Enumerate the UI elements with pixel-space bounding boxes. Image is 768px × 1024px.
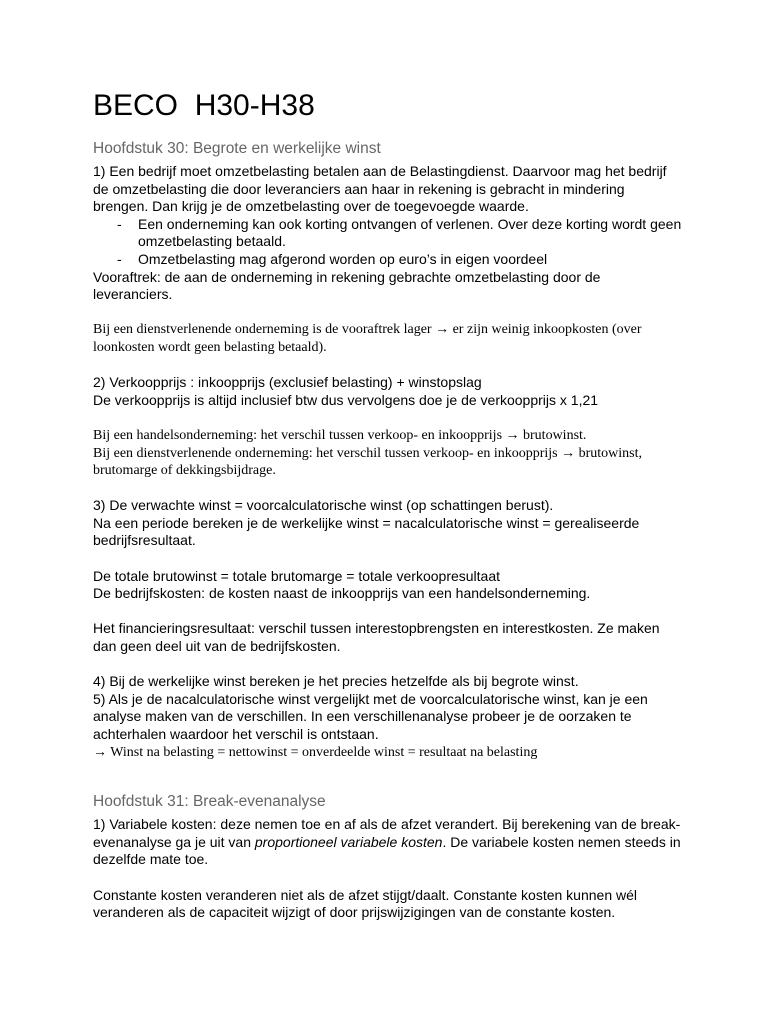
ch31-constante-kosten: Constante kosten veranderen niet als de afzet stijgt/daalt. Constante kosten kunnen wél veranderen als de capaciteit wijzigt of door prijswijzigingen van de constante kosten. [93,886,638,921]
ch30-dienst-brutowinst-note: Bij een dienstverlenende onderneming: het verschil tussen verkoop- en inkoopprijs → brutowinst, brutomarge of dekkingsbijdrage. [93,445,642,479]
ch30-arrow-line: → Winst na belasting = nettowinst = onverdeelde winst = resultaat na belasting [93,744,538,760]
ch30-bedrijfskosten-line: De bedrijfskosten: de kosten naast de inkoopprijs van een handelsonderneming. [93,585,591,602]
bullet-dash: - [117,215,122,232]
ch30-dienst-note: Bij een dienstverlenende onderneming is de vooraftrek lager → er zijn weinig inkoopkosten (over loonkosten wordt geen belasting betaald). [93,322,642,355]
ch30-handel-note: Bij een handelsonderneming: het verschil tussen verkoop- en inkoopprijs → brutowinst. [93,427,587,443]
ch30-paragraph-2-line-1: 2) Verkoopprijs : inkoopprijs (exclusief belasting) + winstopslag [93,374,482,391]
ch30-bullet-list [93,216,683,269]
italic-term: proportioneel variabele kosten [254,833,443,850]
list-item: - Een onderneming kan ook korting ontvangen of verlenen. Over deze korting wordt geen omzetbelasting betaald. [117,215,682,250]
chapter-30-heading: Hoofdstuk 30: Begrote en werkelijke winst [93,140,381,157]
ch31-paragraph-1: 1) Variabele kosten: deze nemen toe en af als de afzet verandert. Bij berekening van de break-evenanalyse ga je uit van proportioneel variabele kosten. De variabele kosten nemen steeds in dezelfde mate toe. [93,816,681,868]
document-body [93,138,683,922]
document-title: BECO H30-H38 [93,89,315,122]
ch30-paragraph-4: 4) Bij de werkelijke winst bereken je het precies hetzelfde als bij begrote winst. [93,673,579,690]
chapter-31-heading: Hoofdstuk 31: Break-evenanalyse [93,793,326,811]
bullet-dash: - [117,250,122,267]
ch30-brutowinst-line: De totale brutowinst = totale brutomarge = totale verkoopresultaat [93,567,501,584]
ch30-paragraph-3-line-2: Na een periode bereken je de werkelijke winst = nacalculatorische winst = gerealiseerde bedrijfsresultaat. [93,514,640,549]
ch30-paragraph-5: 5) Als je de nacalculatorische winst vergelijkt met de voorcalculatorische winst, kan je een analyse maken van de verschillen. In een verschillenanalyse probeer je de oorzaken te achterhalen waardoor het verschil is ontstaan. [93,690,648,742]
ch30-paragraph-1: 1) Een bedrijf moet omzetbelasting betalen aan de Belastingdienst. Daarvoor mag het bedrijf de omzetbelasting die door leveranciers aan haar in rekening is gebracht in mindering brengen. Dan krijg je de omzetbelasting over de toegevoegde waarde. [93,163,667,215]
ch30-paragraph-2-line-2: De verkoopprijs is altijd inclusief btw dus vervolgens doe je de verkoopprijs x 1,21 [93,391,599,408]
list-item: - Omzetbelasting mag afgerond worden op euro’s in eigen voordeel [117,250,548,267]
ch30-financieringsresultaat: Het financieringsresultaat: verschil tussen interestopbrengsten en interestkosten. Ze maken dan geen deel uit van de bedrijfskosten. [93,620,660,655]
ch30-vooraftrek: Vooraftrek: de aan de onderneming in rekening gebrachte omzetbelasting door de leveranciers. [93,268,601,303]
ch30-paragraph-3-line-1: 3) De verwachte winst = voorcalculatorische winst (op schattingen berust). [93,497,554,514]
